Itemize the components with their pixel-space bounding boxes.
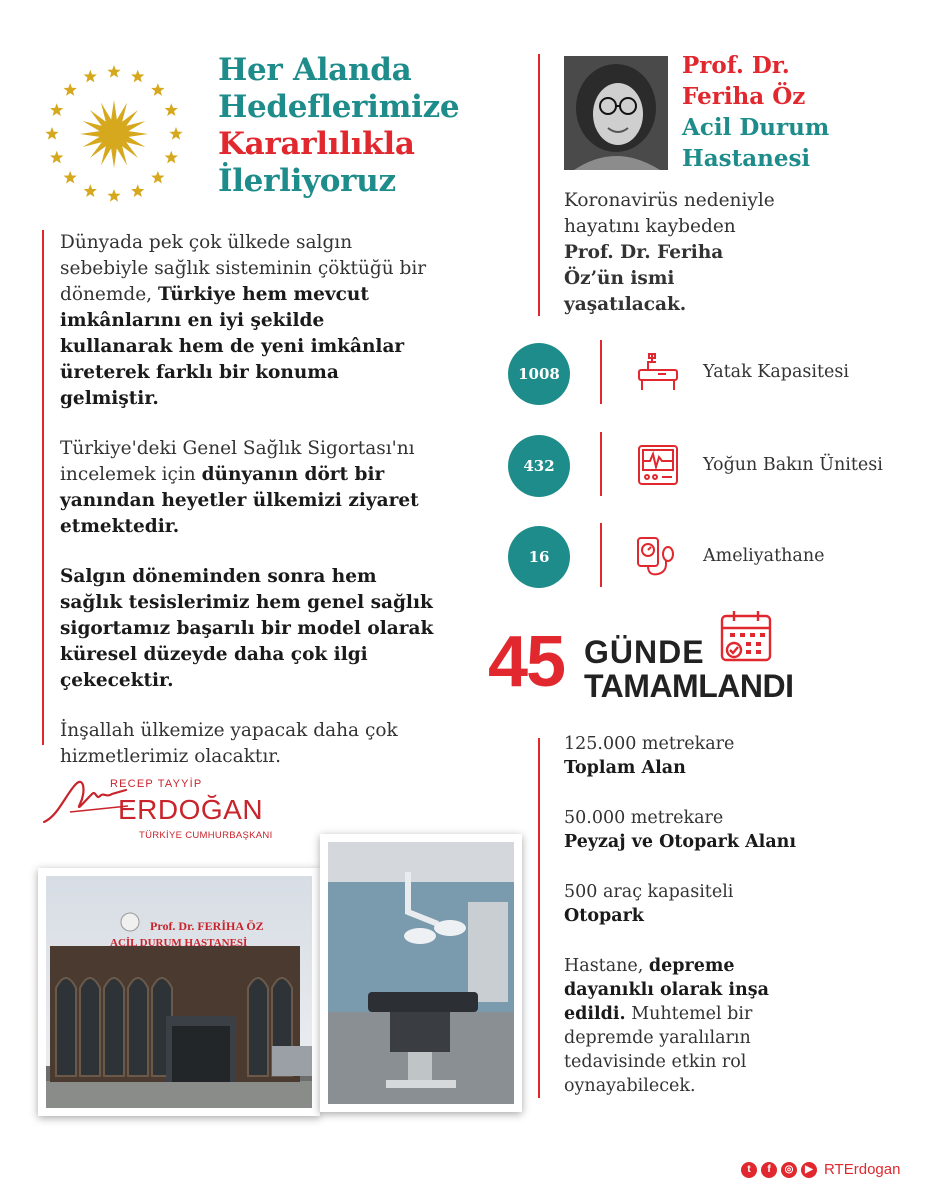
calendar-icon [718, 608, 774, 664]
blood-pressure-icon [636, 534, 680, 578]
operating-room-illustration [328, 842, 514, 1104]
paragraph-1-bold: Türkiye hem mevcut imkânlarını en iyi şekilde kullanarak hem de yeni imkânlar üreterek farklı bir konuma gelmiştir. [60, 284, 405, 409]
instagram-icon[interactable]: ◎ [781, 1162, 797, 1178]
title-line-4: İlerliyoruz [218, 163, 396, 199]
left-text-column [42, 230, 440, 767]
paragraph-3 [60, 564, 440, 694]
title-line-3: Kararlılıkla [218, 126, 415, 162]
fact-landscape-area [564, 806, 804, 854]
right-divider-top [538, 54, 540, 316]
building-illustration [46, 876, 312, 1108]
fact-earthquake-a: Hastane, [564, 956, 649, 976]
hospital-title-line-2: Feriha Öz [682, 83, 806, 110]
fact-parking [564, 880, 804, 928]
completion-word-1: GÜNDE [584, 634, 705, 670]
youtube-icon[interactable]: ▶ [801, 1162, 817, 1178]
completion-days: 45 [488, 622, 565, 702]
stat-icu-divider [600, 432, 602, 496]
hospital-title-line-4: Hastanesi [682, 145, 811, 172]
paragraph-3-bold: Salgın döneminden sonra hem sağlık tesislerimiz hem genel sağlık sigortamız başarılı bir model olarak küresel düzeyde daha çok ilgi çekecektir. [60, 566, 434, 691]
paragraph-2 [60, 436, 440, 540]
facebook-icon[interactable]: f [761, 1162, 777, 1178]
signature-subtitle: TÜRKİYE CUMHURBAŞKANI [139, 830, 273, 841]
hospital-building-photo [38, 868, 320, 1116]
hospital-title [682, 50, 829, 174]
paragraph-1 [60, 230, 440, 412]
hospital-title-line-3: Acil Durum [682, 114, 830, 141]
stat-icu-label: Yoğun Bakın Ünitesi [703, 455, 883, 475]
title-line-2: Hedeflerimize [218, 89, 460, 125]
stat-or-value: 16 [508, 526, 570, 588]
paragraph-2-bold: dünyanın dört bir yanından heyetler ülkemizi ziyaret etmektedir. [60, 464, 419, 537]
stat-beds-divider [600, 340, 602, 404]
heart-monitor-icon [636, 443, 680, 487]
facts-list [564, 732, 804, 1124]
paragraph-2-text: Türkiye'deki Genel Sağlık Sigortası'nı incelemek için [60, 438, 415, 485]
paragraph-4: İnşallah ülkemize yapacak daha çok hizmetlerimiz olacaktır. [60, 720, 398, 767]
building-sign-line-2: ACİL DURUM HASTANESİ [110, 937, 248, 949]
hospital-bed-icon [636, 350, 680, 394]
fact-landscape-area-label: Peyzaj ve Otopark Alanı [564, 832, 797, 852]
stat-or-divider [600, 523, 602, 587]
fact-parking-value: 500 araç kapasiteli [564, 882, 734, 902]
fact-landscape-area-value: 50.000 metrekare [564, 808, 724, 828]
page-title [218, 52, 459, 200]
fact-total-area [564, 732, 804, 780]
social-handle[interactable]: RTErdogan [824, 1161, 901, 1178]
fact-parking-label: Otopark [564, 906, 644, 926]
fact-total-area-label: Toplam Alan [564, 758, 686, 778]
hospital-intro-text: Koronavirüs nedeniyle hayatını kaybeden [564, 190, 775, 237]
signature-big-name: ERDOĞAN [118, 794, 264, 825]
twitter-icon[interactable]: t [741, 1162, 757, 1178]
fact-earthquake [564, 954, 784, 1098]
hospital-intro [564, 188, 784, 318]
signature-small-name: RECEP TAYYİP [110, 778, 203, 790]
social-footer [741, 1161, 900, 1178]
hospital-title-line-1: Prof. Dr. [682, 52, 790, 79]
fact-earthquake-bold: depreme dayanıklı olarak inşa edildi. [564, 956, 769, 1024]
paragraph-1-text: Dünyada pek çok ülkede salgın sebebiyle sağlık sisteminin çöktüğü bir dönemde, [60, 232, 427, 305]
title-line-1: Her Alanda [218, 52, 412, 88]
operating-room-photo [320, 834, 522, 1112]
stat-beds-value: 1008 [508, 343, 570, 405]
right-divider-bottom [538, 738, 540, 1098]
hospital-intro-bold: Prof. Dr. Feriha Öz’ün ismi yaşatılacak. [564, 242, 724, 315]
stat-beds-label: Yatak Kapasitesi [703, 362, 849, 382]
stat-or-label: Ameliyathane [703, 546, 825, 566]
fact-earthquake-c: Muhtemel bir depremde yaralıların tedavisinde etkin rol oynayabilecek. [564, 1004, 753, 1096]
fact-total-area-value: 125.000 metrekare [564, 734, 735, 754]
building-sign-line-1: Prof. Dr. FERİHA ÖZ [150, 919, 264, 933]
presidential-emblem-icon [40, 60, 188, 208]
stat-icu-value: 432 [508, 435, 570, 497]
portrait-photo [564, 56, 668, 170]
completion-word-2: TAMAMLANDI [584, 668, 794, 704]
portrait-illustration [564, 56, 668, 170]
